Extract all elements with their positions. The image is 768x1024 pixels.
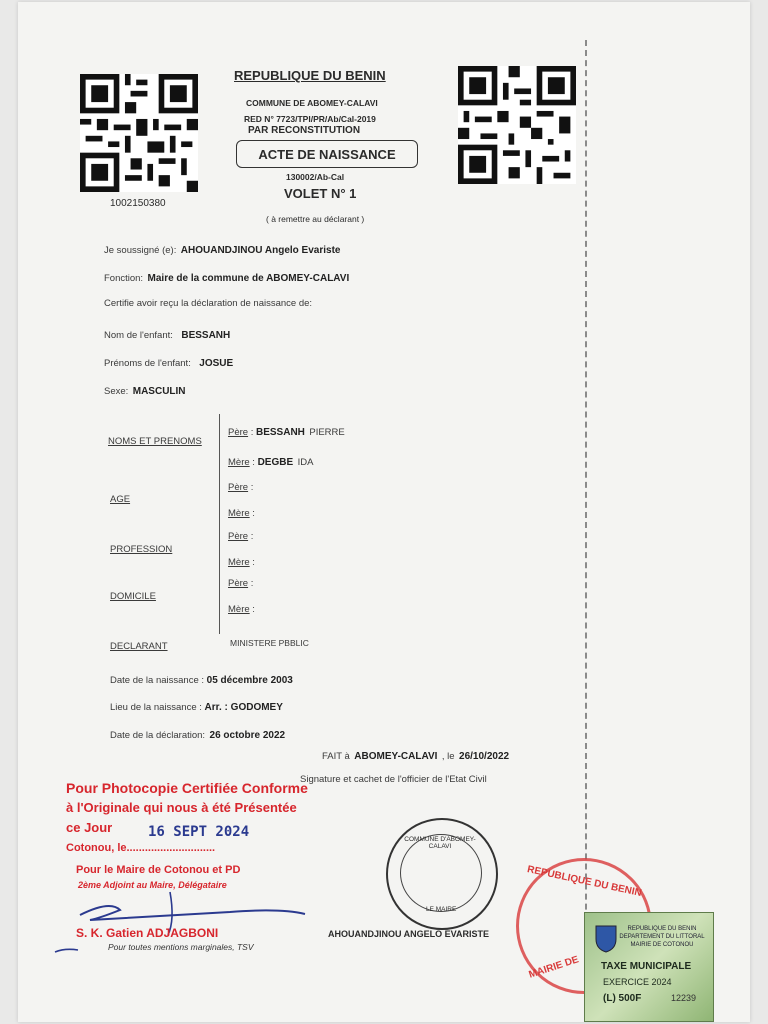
doc-type-title: ACTE DE NAISSANCE <box>258 146 396 162</box>
red-stamp-bottom: MAIRIE DE <box>527 954 581 981</box>
date-declaration-label: Date de la déclaration: <box>110 730 206 741</box>
seal-ring-text: COMMUNE D'ABOMEY-CALAVI <box>404 836 476 850</box>
commune-name: COMMUNE DE ABOMEY-CALAVI <box>246 98 378 108</box>
fonction-value: Maire de la commune de ABOMEY-CALAVI <box>147 273 350 284</box>
profession-label: PROFESSION <box>110 544 173 555</box>
soussigne-label: Je soussigné (e): <box>104 245 177 256</box>
mere-age-row: Mère : <box>228 508 255 519</box>
date-declaration-row <box>110 725 285 743</box>
pere-profession-label: Père <box>228 531 249 542</box>
reference-number: 130002/Ab-Cal <box>286 172 345 182</box>
mere-profession-label: Mère <box>228 557 250 568</box>
reconstitution-label: PAR RECONSTITUTION <box>248 125 361 136</box>
mere-prenom: IDA <box>297 457 314 468</box>
certification-date-stamp: 16 SEPT 2024 <box>148 824 250 840</box>
fait-row <box>322 746 509 764</box>
seal-bottom-text: LE MAIRE <box>426 906 457 913</box>
pere-prenom: PIERRE <box>309 427 345 438</box>
fait-le-label: , le <box>441 751 455 762</box>
sexe-value: MASCULIN <box>132 386 186 397</box>
sexe-label: Sexe: <box>104 386 129 397</box>
prenoms-value: JOSUE <box>199 358 234 369</box>
fait-a-label: FAIT à <box>322 751 350 762</box>
age-label: AGE <box>110 494 131 505</box>
certification-line6: 2ème Adjoint au Maire, Délégataire <box>78 880 227 890</box>
certification-signer-note: Pour toutes mentions marginales, TSV <box>108 942 254 952</box>
certification-line2: à l'Originale qui nous à été Présentée <box>66 800 297 815</box>
officer-name: AHOUANDJINOU ANGELO EVARISTE <box>328 929 490 939</box>
declarant-label: DECLARANT <box>110 641 168 652</box>
domicile-label: DOMICILE <box>110 591 156 602</box>
tax-amount: (L) 500F <box>603 993 642 1004</box>
mere-label: Mère <box>228 457 250 468</box>
qr-number: 1002150380 <box>110 198 166 209</box>
table-divider <box>219 414 220 634</box>
fonction-label: Fonction: <box>104 273 144 284</box>
lieu-naissance-label: Lieu de la naissance <box>110 702 197 713</box>
pere-label: Père <box>228 427 249 438</box>
doc-type-box <box>236 140 418 168</box>
fait-date: 26/10/2022 <box>459 751 510 762</box>
certification-line3: ce Jour <box>66 820 113 835</box>
mere-noms-row: Mère : DEGBE IDA <box>228 457 314 468</box>
red-number: RED N° 7723/TPI/PR/Ab/Cal-2019 <box>244 114 376 124</box>
perforation-line <box>585 40 587 1000</box>
certification-signer: S. K. Gatien ADJAGBONI <box>76 926 219 940</box>
pere-age-row: Père : <box>228 482 254 493</box>
qr-code-right-icon <box>458 66 576 184</box>
nom-value: BESSANH <box>181 330 231 341</box>
pere-domicile-row: Père : <box>228 578 254 589</box>
declarant-value: MINISTERE PBBLIC <box>230 638 309 648</box>
tax-year: EXERCICE 2024 <box>603 977 672 987</box>
date-naissance-value: 05 décembre 2003 <box>206 675 293 686</box>
benin-coat-of-arms-icon <box>593 923 619 953</box>
date-naissance-row: Date de la naissance : 05 décembre 2003 <box>110 675 293 686</box>
pere-profession-row: Père : <box>228 531 254 542</box>
tax-serial: 12239 <box>671 993 697 1003</box>
pere-age-label: Père <box>228 482 249 493</box>
certification-line1: Pour Photocopie Certifiée Conforme <box>66 780 308 796</box>
date-naissance-label: Date de la naissance <box>110 675 199 686</box>
date-declaration-value: 26 octobre 2022 <box>209 730 286 741</box>
tax-line2: DEPARTEMENT DU LITTORAL <box>619 934 705 940</box>
tax-line3: MAIRIE DE COTONOU <box>630 942 694 948</box>
prenoms-label: Prénoms de l'enfant: <box>104 358 191 369</box>
certification-line5: Pour le Maire de Cotonou et PD <box>76 864 241 876</box>
fonction-row <box>104 268 349 286</box>
red-stamp-text: REPUBLIQUE DU BENIN <box>526 863 643 900</box>
mere-nom: DEGBE <box>257 457 294 468</box>
lieu-naissance-value: Arr. : GODOMEY <box>204 702 283 713</box>
mere-profession-row: Mère : <box>228 557 255 568</box>
country-title: REPUBLIQUE DU BENIN <box>234 68 386 83</box>
mere-domicile-row: Mère : <box>228 604 255 615</box>
volet-title: VOLET N° 1 <box>284 186 357 201</box>
certifie-text: Certifie avoir reçu la déclaration de naissance de: <box>104 298 313 309</box>
volet-note: ( à remettre au déclarant ) <box>266 214 365 224</box>
lieu-naissance-row: Lieu de la naissance : Arr. : GODOMEY <box>110 702 283 713</box>
nom-label: Nom de l'enfant: <box>104 330 173 341</box>
nom-row <box>104 325 230 343</box>
mere-age-label: Mère <box>228 508 250 519</box>
pere-noms-row: Père : BESSANH PIERRE <box>228 427 345 438</box>
noms-label: NOMS ET PRENOMS <box>108 436 202 447</box>
soussigne-row <box>104 240 340 258</box>
certification-line4: Cotonou, le............................. <box>66 842 216 854</box>
fait-lieu: ABOMEY-CALAVI <box>354 751 438 762</box>
tax-line1: REPUBLIQUE DU BENIN <box>627 926 697 932</box>
soussigne-value: AHOUANDJINOU Angelo Evariste <box>180 245 341 256</box>
mere-domicile-label: Mère <box>228 604 250 615</box>
pere-nom: BESSANH <box>256 427 305 438</box>
sexe-row <box>104 381 186 399</box>
municipal-tax-stamp <box>584 912 714 1022</box>
pere-domicile-label: Père <box>228 578 249 589</box>
signature-caption: Signature et cachet de l'officier de l'Etat Civil <box>300 774 487 785</box>
tax-title: TAXE MUNICIPALE <box>601 961 692 972</box>
qr-code-left-icon <box>80 74 198 192</box>
prenoms-row <box>104 353 233 371</box>
